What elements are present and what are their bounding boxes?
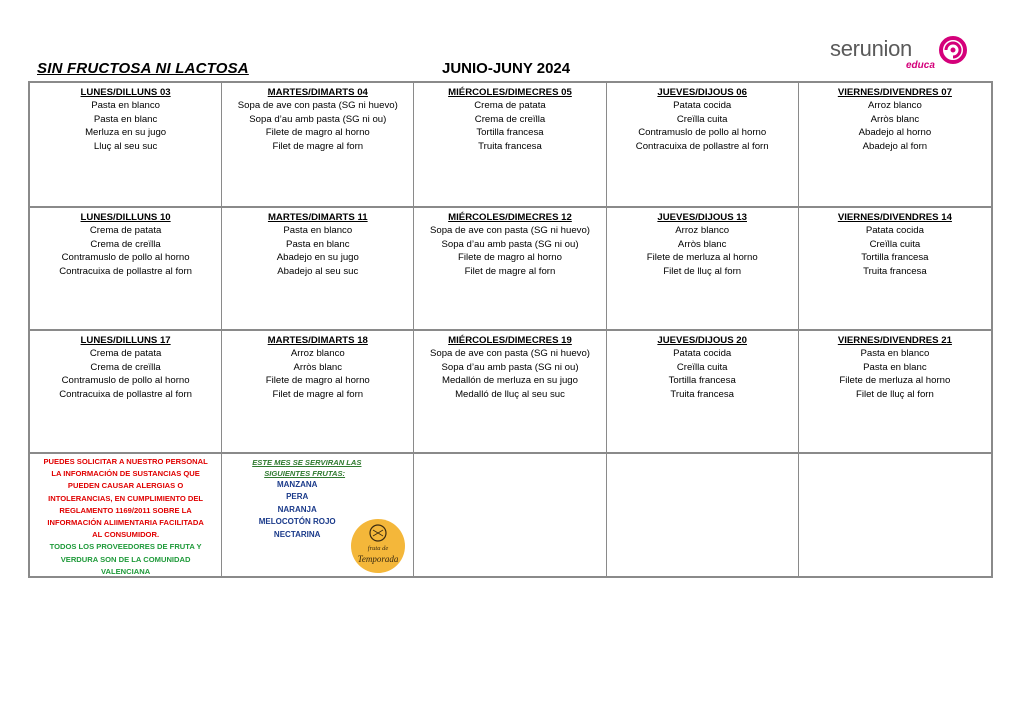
dish: Sopa de ave con pasta (SG ni huevo): [429, 348, 590, 360]
dish: Sopa d’au amb pasta (SG ni ou): [441, 238, 579, 250]
fruit-item: MELOCOTÓN ROJO: [258, 517, 336, 527]
dish: Sopa d’au amb pasta (SG ni ou): [441, 361, 579, 373]
dish: Contracuixa de pollastre al forn: [635, 140, 769, 152]
day-cell: [414, 331, 606, 454]
day-cell: [222, 208, 414, 331]
dish: Crema de patata: [89, 225, 162, 237]
day-cell: [799, 83, 991, 208]
logo-swirl-icon: [938, 35, 968, 65]
day-heading: MARTES/DIMARTS 04: [267, 87, 368, 98]
dish: Pasta en blanco: [91, 100, 160, 112]
dish: Sopa de ave con pasta (SG ni huevo): [237, 100, 398, 112]
dish: Abadejo en su jugo: [276, 252, 359, 264]
day-cell: [222, 331, 414, 454]
supplier-line: VERDURA SON DE LA COMUNIDAD: [60, 554, 191, 564]
dish: Contramuslo de pollo al horno: [61, 375, 190, 387]
day-cell: [30, 331, 222, 454]
day-heading: MIÉRCOLES/DIMECRES 12: [448, 212, 572, 223]
dish: Patata cocida: [673, 348, 732, 360]
month-title: JUNIO-JUNY 2024: [442, 60, 571, 77]
day-cell: [30, 208, 222, 331]
dish: Contramuslo de pollo al horno: [638, 127, 767, 139]
day-cell: [799, 208, 991, 331]
day-heading: MARTES/DIMARTS 11: [267, 212, 368, 223]
fruit-item: NECTARINA: [273, 529, 321, 539]
dish: Pasta en blanco: [860, 348, 930, 360]
day-cell: [607, 331, 799, 454]
dish: Pasta en blanc: [863, 361, 927, 373]
dish: Medalló de lluç al seu suc: [455, 388, 565, 400]
dish: Filet de lluç al forn: [855, 388, 934, 400]
dish: Pasta en blanc: [93, 113, 158, 125]
dish: Truita francesa: [670, 388, 735, 400]
dish: Merluza en su jugo: [85, 127, 167, 139]
dish: Contracuixa de pollastre al forn: [59, 265, 192, 277]
day-heading: JUEVES/DIJOUS 06: [657, 87, 747, 98]
dish: Creïlla cuita: [869, 238, 921, 250]
day-heading: MARTES/DIMARTS 18: [267, 335, 368, 346]
dish: Lluç al seu suc: [93, 140, 158, 152]
dish: Filet de magre al forn: [272, 388, 364, 400]
dish: Contramuslo de pollo al horno: [61, 252, 190, 264]
dish: Patata cocida: [865, 225, 924, 237]
dish: Creïlla cuita: [676, 113, 728, 125]
day-cell: [607, 83, 799, 208]
notice-line: PUEDEN CAUSAR ALERGIAS O: [67, 481, 184, 491]
day-cell: [30, 83, 222, 208]
day-heading: MIÉRCOLES/DIMECRES 05: [448, 87, 572, 98]
dish: Truita francesa: [863, 265, 927, 277]
menu-title: SIN FRUCTOSA NI LACTOSA: [37, 60, 249, 77]
day-heading: VIERNES/DIVENDRES 21: [837, 335, 952, 346]
dish: Tortilla francesa: [668, 375, 736, 387]
day-heading: MIÉRCOLES/DIMECRES 19: [448, 335, 572, 346]
notice-line: REGLAMENTO 1169/2011 SOBRE LA: [59, 505, 192, 515]
badge-top-text: fruta de: [367, 545, 389, 552]
dish: Crema de patata: [474, 100, 546, 112]
dish: Arròs blanc: [870, 113, 920, 125]
dish: Crema de creïlla: [90, 238, 161, 250]
dish: Pasta en blanc: [286, 238, 350, 250]
dish: Filet de magre al forn: [272, 140, 364, 152]
logo-wordmark: serunion: [830, 36, 912, 61]
serunion-logo: [830, 35, 970, 75]
day-cell: [222, 83, 414, 208]
day-cell: [414, 208, 606, 331]
dish: Arròs blanc: [293, 361, 343, 373]
fruit-heading: ESTE MES SE SERVIRAN LAS: [252, 458, 362, 467]
dish: Filete de magro al horno: [457, 252, 562, 264]
empty-cell: [799, 454, 991, 576]
notice-line: LA INFORMACIÓN DE SUSTANCIAS QUE: [51, 469, 200, 479]
day-cell: [799, 331, 991, 454]
dish: Filet de magre al forn: [464, 265, 556, 277]
day-cell: [607, 208, 799, 331]
dish: Crema de creïlla: [474, 113, 546, 125]
supplier-line: VALENCIANA: [100, 566, 151, 576]
supplier-line: TODOS LOS PROVEEDORES DE FRUTA Y: [49, 542, 202, 552]
dish: Filete de merluza al horno: [839, 375, 951, 387]
day-heading: VIERNES/DIVENDRES 07: [837, 87, 952, 98]
dish: Truita francesa: [478, 140, 542, 152]
dish: Filete de magro al horno: [265, 375, 370, 387]
day-heading: LUNES/DILLUNS 03: [80, 87, 171, 98]
empty-cell: [414, 454, 606, 576]
fruit-item: MANZANA: [276, 480, 318, 489]
dish: Medallón de merluza en su jugo: [441, 375, 578, 387]
dish: Filete de magro al horno: [265, 127, 370, 139]
dish: Sopa d’au amb pasta (SG ni ou): [249, 113, 387, 125]
allergen-notice: [30, 454, 222, 576]
dish: Abadejo al horno: [858, 127, 932, 139]
logo-subtitle: educa: [906, 60, 935, 71]
dish: Sopa de ave con pasta (SG ni huevo): [429, 225, 590, 237]
badge-bottom-text: Temporada: [357, 554, 399, 564]
dish: Arroz blanco: [675, 225, 730, 237]
dish: Patata cocida: [673, 100, 732, 112]
menu-grid: [28, 81, 993, 578]
dish: Abadejo al seu suc: [277, 265, 359, 277]
seasonal-fruit-badge-icon: [350, 518, 406, 574]
fruit-item: PERA: [286, 492, 309, 502]
empty-cell: [607, 454, 799, 576]
notice-line: INTOLERANCIAS, EN CUMPLIMIENTO DEL: [48, 493, 204, 503]
dish: Arroz blanco: [290, 348, 345, 360]
notice-line: PUEDES SOLICITAR A NUESTRO PERSONAL: [43, 457, 208, 466]
dish: Arroz blanco: [867, 100, 922, 112]
dish: Crema de creïlla: [90, 361, 161, 373]
day-heading: LUNES/DILLUNS 17: [80, 335, 171, 346]
fruit-item: NARANJA: [277, 504, 317, 514]
day-cell: [414, 83, 606, 208]
day-heading: VIERNES/DIVENDRES 14: [837, 212, 952, 223]
dish: Abadejo al forn: [862, 140, 928, 152]
day-heading: JUEVES/DIJOUS 20: [657, 335, 747, 346]
fruit-list-cell: [222, 454, 414, 576]
day-heading: LUNES/DILLUNS 10: [80, 212, 171, 223]
dish: Crema de patata: [89, 348, 162, 360]
notice-line: AL CONSUMIDOR.: [92, 530, 160, 540]
dish: Arròs blanc: [677, 238, 727, 250]
fruit-heading: SIGUIENTES FRUTAS:: [264, 469, 346, 478]
dish: Tortilla francesa: [476, 127, 544, 139]
dish: Contracuixa de pollastre al forn: [59, 388, 192, 400]
day-heading: JUEVES/DIJOUS 13: [657, 212, 747, 223]
dish: Creïlla cuita: [676, 361, 728, 373]
dish: Filete de merluza al horno: [646, 252, 758, 264]
dish: Pasta en blanco: [283, 225, 353, 237]
notice-line: INFORMACIÓN ALIIMENTARIA FACILITADA: [47, 518, 204, 528]
dish: Tortilla francesa: [861, 252, 929, 264]
dish: Filet de lluç al forn: [663, 265, 742, 277]
